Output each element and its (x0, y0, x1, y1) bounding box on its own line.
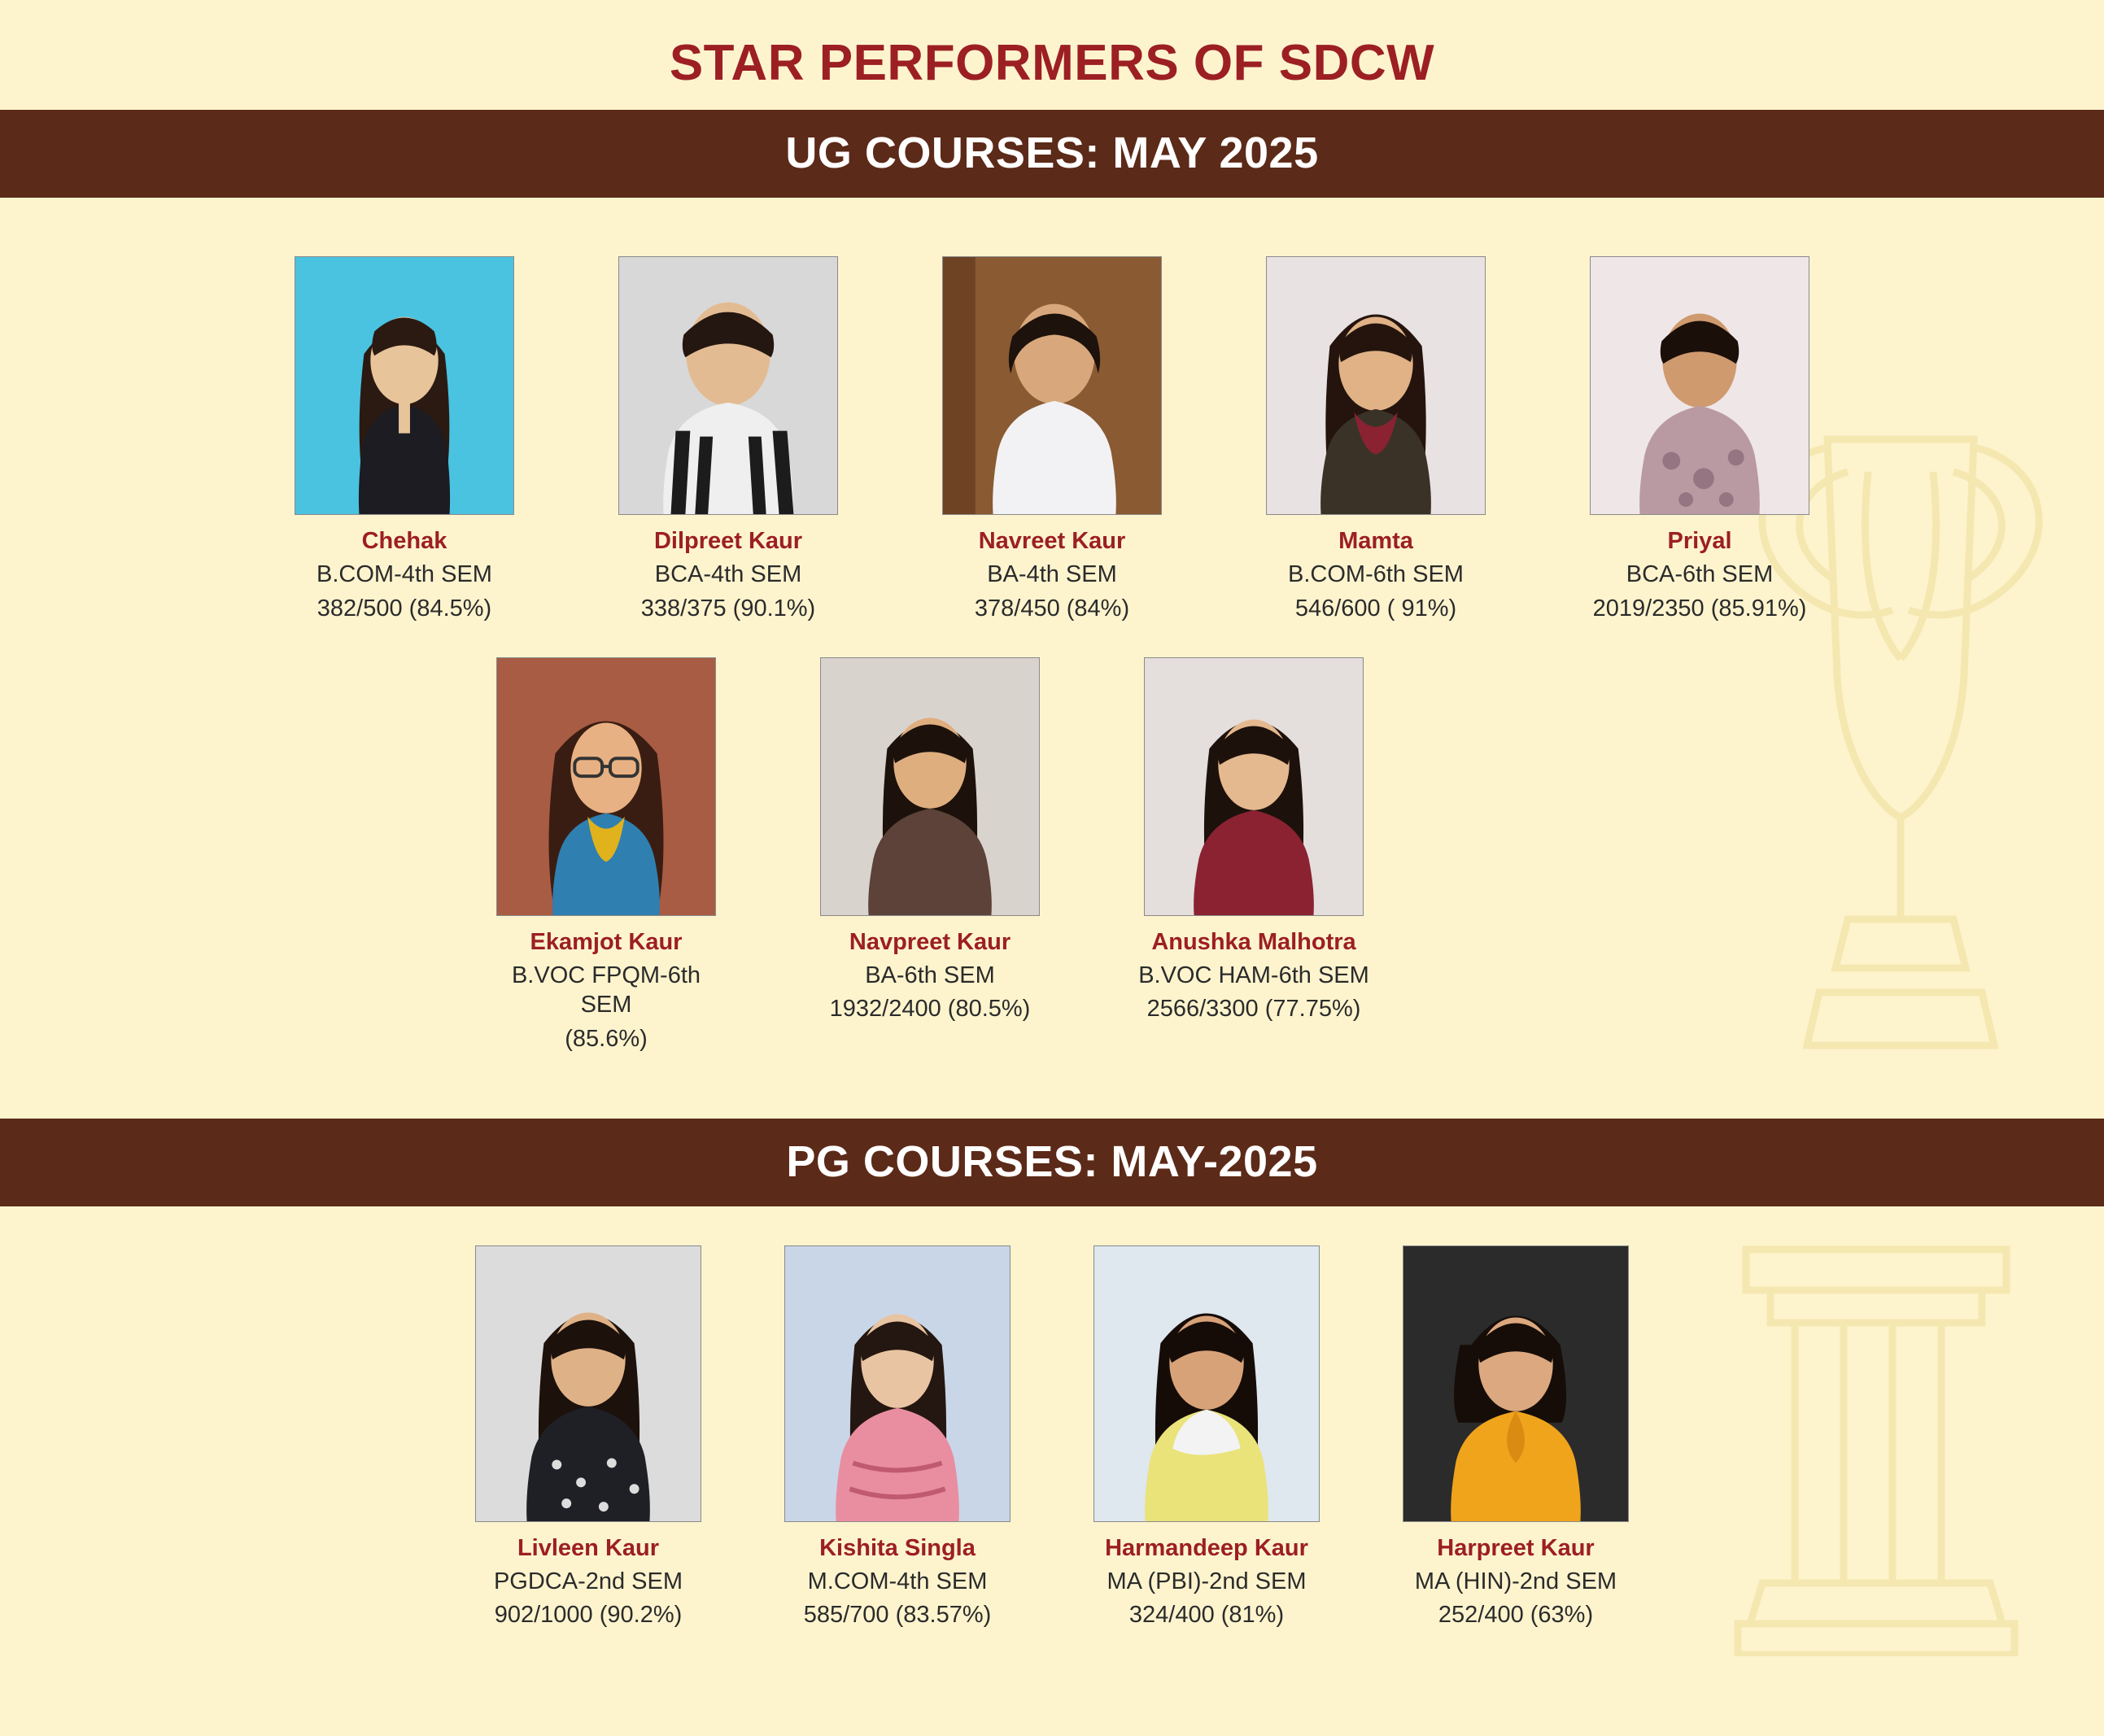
student-course: PGDCA-2nd SEM (493, 1568, 683, 1594)
student-card (930, 256, 1174, 623)
student-card (1254, 256, 1498, 623)
student-card (1085, 1245, 1329, 1630)
student-course: BCA-6th SEM (1626, 561, 1774, 588)
student-name: Navreet Kaur (978, 528, 1126, 554)
student-course: B.COM-6th SEM (1288, 561, 1464, 588)
student-name: Kishita Singla (819, 1534, 976, 1561)
student-marks: 382/500 (84.5%) (316, 595, 492, 622)
student-photo (820, 657, 1040, 916)
section-band-pg: PG COURSES: MAY-2025 (0, 1119, 2104, 1206)
student-name: Navpreet Kaur (849, 928, 1011, 955)
student-name: Priyal (1667, 528, 1732, 554)
student-marks: 252/400 (63%) (1438, 1602, 1594, 1629)
student-name: Harmandeep Kaur (1105, 1534, 1308, 1561)
student-name: Harpreet Kaur (1437, 1534, 1595, 1561)
student-name: Anushka Malhotra (1151, 928, 1356, 955)
student-course: MA (HIN)-2nd SEM (1414, 1568, 1617, 1594)
page-title: STAR PERFORMERS OF SDCW (669, 35, 1435, 91)
student-photo (618, 256, 838, 515)
student-marks: 1932/2400 (80.5%) (829, 996, 1031, 1023)
student-card (484, 657, 728, 1053)
student-course: B.VOC HAM-6th SEM (1138, 962, 1369, 988)
student-name: Mamta (1338, 528, 1413, 554)
student-photo (1093, 1245, 1320, 1522)
student-marks: 585/700 (83.57%) (803, 1602, 992, 1629)
student-photo (475, 1245, 701, 1522)
student-photo (784, 1245, 1011, 1522)
student-marks: 2566/3300 (77.75%) (1146, 996, 1361, 1023)
student-course: BA-6th SEM (865, 962, 995, 988)
student-marks: 2019/2350 (85.91%) (1592, 595, 1807, 622)
section-pg (0, 1206, 2104, 1736)
student-course: MA (PBI)-2nd SEM (1107, 1568, 1307, 1594)
student-card (466, 1245, 710, 1630)
student-card (1578, 256, 1822, 623)
bottom-spacer (0, 1679, 2104, 1736)
student-marks: 378/450 (84%) (974, 595, 1130, 622)
pg-row-1 (0, 1206, 2104, 1679)
student-card (282, 256, 526, 623)
student-name: Chehak (361, 528, 447, 554)
student-photo (295, 256, 514, 515)
student-card (1132, 657, 1376, 1024)
student-course: BCA-4th SEM (654, 561, 802, 588)
student-photo (1144, 657, 1364, 916)
student-course: B.COM-4th SEM (316, 561, 492, 588)
student-course: B.VOC FPQM-6th SEM (511, 962, 701, 1018)
student-photo (1590, 256, 1809, 515)
student-marks: 338/375 (90.1%) (640, 595, 816, 622)
student-course: M.COM-4th SEM (807, 1568, 988, 1594)
student-marks: (85.6%) (565, 1025, 648, 1052)
student-name: Dilpreet Kaur (653, 528, 803, 554)
student-marks: 546/600 ( 91%) (1294, 595, 1457, 622)
student-card (1394, 1245, 1638, 1630)
student-card (808, 657, 1052, 1024)
student-photo (1266, 256, 1486, 515)
section-ug (0, 198, 2104, 1119)
ug-row-1 (0, 198, 2104, 623)
section-band-ug: UG COURSES: MAY 2025 (0, 110, 2104, 198)
student-photo (942, 256, 1162, 515)
student-photo (1403, 1245, 1629, 1522)
student-name: Livleen Kaur (517, 1534, 660, 1561)
ug-row-2 (0, 623, 2104, 1119)
student-course: BA-4th SEM (987, 561, 1117, 588)
student-photo (496, 657, 716, 916)
student-marks: 324/400 (81%) (1128, 1602, 1285, 1629)
student-name: Ekamjot Kaur (530, 928, 683, 955)
student-card (606, 256, 850, 623)
student-marks: 902/1000 (90.2%) (494, 1602, 683, 1629)
student-card (775, 1245, 1019, 1630)
